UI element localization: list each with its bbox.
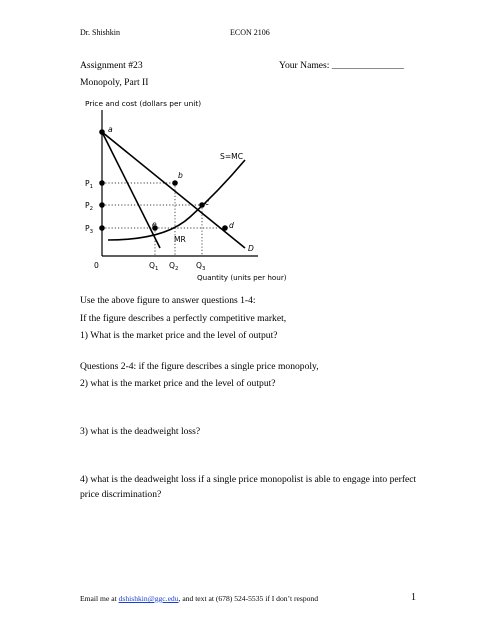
p3-label: $P_3$ (85, 224, 94, 235)
assignment-title: Assignment #23 (80, 60, 143, 71)
questions-intro: Use the above figure to answer questions 1-4: (80, 295, 256, 306)
label-c: c (205, 198, 210, 207)
q2-label: $Q_2$ (169, 261, 179, 272)
p2-label: $P_2$ (85, 201, 94, 212)
question-4-line-2: price discrimination? (80, 489, 162, 500)
assignment-subtitle: Monopoly, Part II (80, 77, 149, 88)
question-1: 1) What is the market price and the level of output? (80, 330, 278, 341)
point-p2 (99, 202, 105, 208)
header-course: ECON 2106 (230, 28, 270, 37)
perfect-competition-line: If the figure describes a perfectly competitive market, (80, 313, 287, 324)
monopoly-figure (80, 98, 340, 286)
q1-label: $Q_1$ (149, 261, 159, 272)
y-axis-label: Price and cost (dollars per unit) (85, 99, 202, 108)
supply-label: S=MC (220, 152, 244, 161)
point-c (199, 202, 205, 208)
point-p3 (99, 225, 105, 231)
question-3: 3) what is the deadweight loss? (80, 426, 201, 437)
monopoly-intro: Questions 2-4: if the figure describes a single price monopoly, (80, 361, 319, 372)
mr-curve (102, 132, 160, 248)
p1-label: $P_1$ (85, 179, 94, 190)
label-e: e (152, 220, 157, 229)
guide-lines (102, 183, 225, 256)
footer-suffix: , and text at (678) 524-5535 if I don’t respond (178, 594, 319, 603)
point-b (172, 180, 178, 186)
names-field-label: Your Names: _______________ (279, 60, 404, 71)
label-a: a (108, 125, 113, 134)
origin-label: 0 (94, 261, 99, 270)
demand-label: D (248, 244, 254, 253)
footer-contact (80, 594, 318, 603)
label-d: d (229, 221, 234, 230)
q3-label: $Q_3$ (196, 261, 206, 272)
label-b: b (178, 171, 183, 180)
point-d (222, 225, 228, 231)
email-link[interactable]: dshishkin@ggc.edu (118, 594, 179, 603)
question-2: 2) what is the market price and the level of output? (80, 378, 276, 389)
point-p1 (99, 180, 105, 186)
question-4-line-1: 4) what is the deadweight loss if a single price monopolist is able to engage into perfect (80, 474, 417, 485)
demand-curve (102, 132, 245, 248)
x-axis-label: Quantity (units per hour) (197, 273, 287, 282)
page-number: 1 (411, 592, 416, 603)
mr-label: MR (174, 235, 186, 244)
header-author: Dr. Shishkin (80, 28, 121, 37)
footer-prefix: Email me at (80, 594, 119, 603)
point-a (99, 129, 105, 135)
